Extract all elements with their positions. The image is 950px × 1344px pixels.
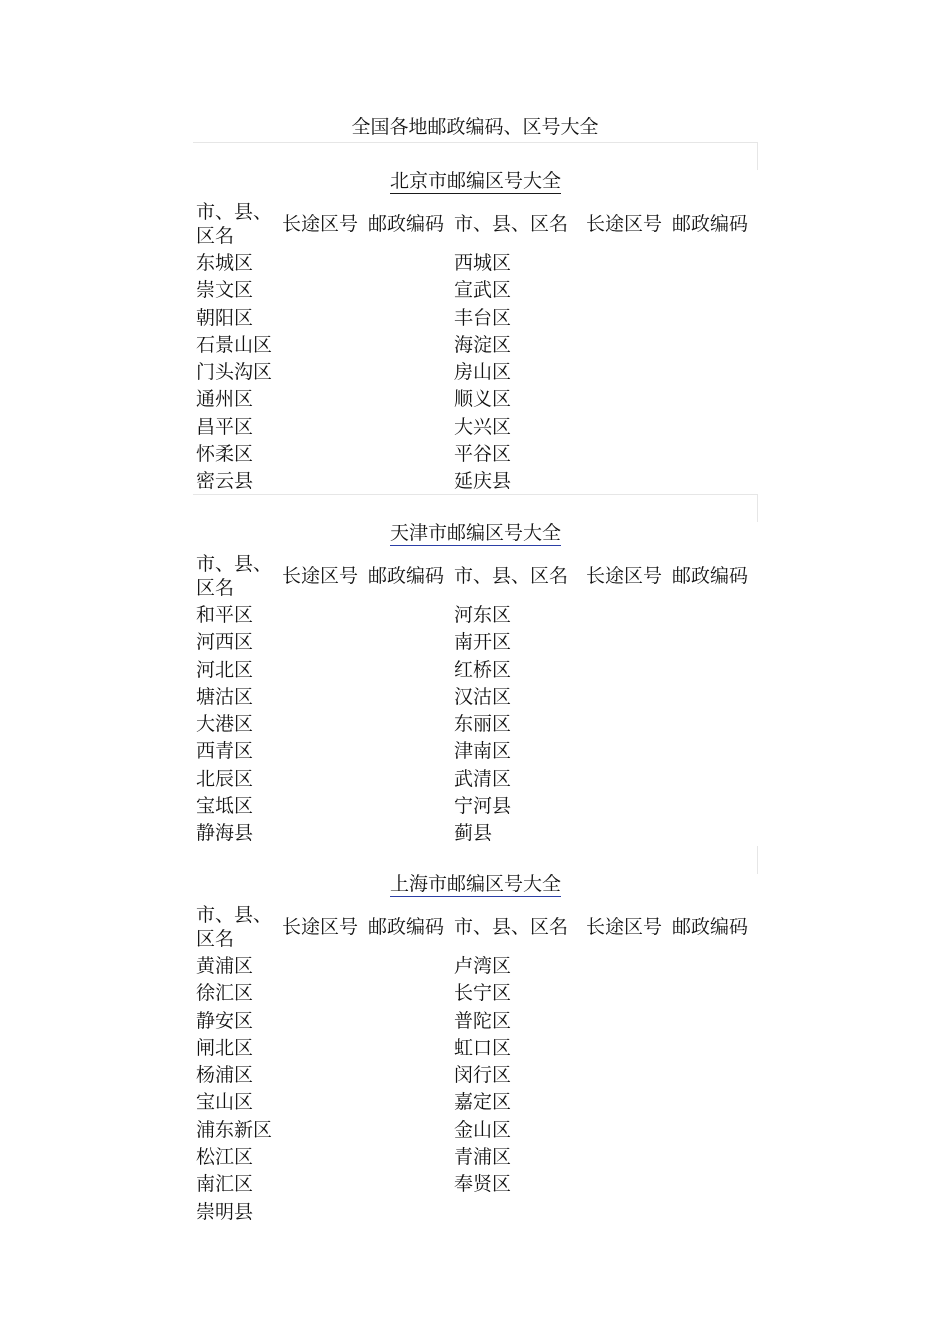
table-cell	[279, 684, 365, 711]
table-cell	[583, 657, 669, 684]
postcode-table	[193, 550, 758, 848]
table-cell	[583, 980, 669, 1007]
table-cell	[583, 684, 669, 711]
table-cell	[583, 250, 669, 277]
table-cell: 静安区	[196, 1009, 254, 1032]
table-cell	[669, 738, 758, 765]
table-cell	[669, 1008, 758, 1035]
table-row	[193, 793, 758, 820]
table-row	[193, 1062, 758, 1089]
table-cell	[365, 1062, 451, 1089]
table-cell	[365, 657, 451, 684]
table-cell	[365, 250, 451, 277]
table-cell	[669, 1035, 758, 1062]
table-cell: 海淀区	[454, 333, 512, 356]
table-cell	[365, 1171, 451, 1198]
column-header: 长途区号	[586, 916, 663, 938]
table-cell: 河东区	[454, 604, 512, 626]
table-cell	[583, 711, 669, 738]
table-cell	[583, 332, 669, 359]
table-cell: 普陀区	[454, 1009, 512, 1032]
table-cell	[279, 953, 365, 980]
table-cell	[583, 468, 669, 495]
table-cell: 顺义区	[454, 388, 512, 411]
table-cell: 虹口区	[454, 1036, 512, 1059]
table-cell	[279, 1199, 365, 1226]
table-cell	[669, 1062, 758, 1089]
table-cell: 北辰区	[196, 767, 254, 790]
table-cell	[583, 953, 669, 980]
table-cell	[583, 738, 669, 765]
table-header-row	[193, 901, 758, 953]
table-cell	[365, 468, 451, 495]
table-cell	[365, 277, 451, 304]
table-cell	[669, 1199, 758, 1226]
table-cell	[669, 305, 758, 332]
table-row	[193, 766, 758, 793]
table-cell: 大兴区	[454, 415, 512, 438]
table-row	[193, 602, 758, 629]
column-header: 市、县、区名	[196, 904, 273, 950]
table-cell	[279, 386, 365, 413]
postcode-table	[193, 198, 758, 496]
table-cell: 黄浦区	[196, 955, 254, 977]
table-cell	[365, 602, 451, 629]
column-header: 市、县、区名	[196, 553, 273, 599]
table-cell	[669, 657, 758, 684]
table-cell	[365, 738, 451, 765]
table-cell	[279, 629, 365, 656]
table-cell	[583, 820, 669, 847]
table-row	[193, 277, 758, 304]
table-cell: 松江区	[196, 1146, 254, 1169]
table-row	[193, 386, 758, 413]
column-header: 邮政编码	[672, 565, 749, 587]
table-cell	[279, 980, 365, 1007]
table-cell: 静海县	[196, 822, 254, 845]
column-header: 市、县、区名	[196, 201, 273, 247]
table-row	[193, 711, 758, 738]
table-row	[193, 250, 758, 277]
table-cell	[279, 1144, 365, 1171]
table-cell	[279, 820, 365, 847]
column-header: 邮政编码	[672, 213, 749, 235]
table-cell	[365, 305, 451, 332]
table-cell: 徐汇区	[196, 982, 254, 1005]
table-cell: 杨浦区	[196, 1064, 254, 1087]
table-cell: 丰台区	[454, 306, 512, 329]
table-cell	[583, 602, 669, 629]
table-cell: 平谷区	[454, 443, 512, 466]
table-cell	[279, 1062, 365, 1089]
table-row	[193, 441, 758, 468]
table-cell	[583, 1199, 669, 1226]
section-title-link[interactable]: 北京市邮编区号大全	[389, 170, 561, 192]
table-row	[193, 414, 758, 441]
table-cell	[365, 953, 451, 980]
section-divider-tick	[757, 494, 758, 522]
table-row	[193, 1144, 758, 1171]
table-row	[193, 1171, 758, 1198]
table-cell	[583, 414, 669, 441]
table-cell	[279, 250, 365, 277]
table-cell	[365, 766, 451, 793]
table-cell: 红桥区	[454, 658, 512, 681]
table-cell	[583, 629, 669, 656]
section-title	[193, 520, 758, 546]
table-cell	[669, 332, 758, 359]
column-header: 邮政编码	[368, 565, 445, 587]
table-cell	[279, 305, 365, 332]
table-cell: 长宁区	[454, 982, 512, 1005]
column-header: 长途区号	[282, 213, 359, 235]
table-cell	[669, 414, 758, 441]
table-cell	[669, 793, 758, 820]
table-cell: 浦东新区	[196, 1118, 273, 1141]
section-divider-tick	[757, 142, 758, 170]
table-row	[193, 1035, 758, 1062]
table-cell	[365, 684, 451, 711]
table-row	[193, 1117, 758, 1144]
table-cell: 金山区	[454, 1118, 512, 1141]
table-cell	[583, 359, 669, 386]
column-header: 邮政编码	[368, 213, 445, 235]
table-cell	[669, 1117, 758, 1144]
section-divider-tick	[757, 846, 758, 874]
table-cell	[365, 386, 451, 413]
table-cell: 密云县	[196, 470, 254, 493]
table-cell	[583, 1144, 669, 1171]
table-cell	[279, 1171, 365, 1198]
table-cell: 河北区	[196, 658, 254, 681]
table-cell	[583, 386, 669, 413]
section-tianjin	[193, 494, 758, 848]
table-cell	[365, 1035, 451, 1062]
column-header: 市、县、区名	[454, 916, 569, 938]
table-cell: 嘉定区	[454, 1091, 512, 1114]
table-cell	[669, 684, 758, 711]
table-cell: 闸北区	[196, 1036, 254, 1059]
table-cell: 西城区	[454, 252, 512, 274]
table-cell	[365, 820, 451, 847]
table-cell: 房山区	[454, 361, 512, 384]
table-cell	[279, 1035, 365, 1062]
table-cell	[451, 1199, 583, 1226]
table-cell	[365, 1199, 451, 1226]
table-cell	[583, 766, 669, 793]
table-cell: 蓟县	[454, 822, 493, 845]
table-cell	[583, 793, 669, 820]
section-title	[193, 168, 758, 194]
column-header: 长途区号	[586, 565, 663, 587]
table-cell	[669, 468, 758, 495]
table-cell: 宝山区	[196, 1091, 254, 1114]
table-cell: 西青区	[196, 740, 254, 763]
table-cell	[583, 1117, 669, 1144]
column-header: 长途区号	[282, 565, 359, 587]
table-cell: 青浦区	[454, 1146, 512, 1169]
table-cell	[279, 738, 365, 765]
table-cell: 奉贤区	[454, 1173, 512, 1196]
table-cell: 通州区	[196, 388, 254, 411]
table-cell	[279, 277, 365, 304]
table-header-row	[193, 198, 758, 250]
table-cell	[365, 332, 451, 359]
table-cell	[279, 1008, 365, 1035]
table-cell	[279, 1089, 365, 1116]
table-cell	[365, 1117, 451, 1144]
section-title-link[interactable]: 上海市邮编区号大全	[389, 873, 561, 895]
table-cell	[669, 629, 758, 656]
table-cell: 南开区	[454, 631, 512, 654]
table-cell: 怀柔区	[196, 443, 254, 466]
table-row	[193, 468, 758, 495]
table-cell: 闵行区	[454, 1064, 512, 1087]
table-row	[193, 980, 758, 1007]
table-cell: 卢湾区	[454, 955, 512, 977]
table-cell	[669, 980, 758, 1007]
table-cell: 宁河县	[454, 795, 512, 818]
column-header: 邮政编码	[368, 916, 445, 938]
table-row	[193, 684, 758, 711]
section-shanghai	[193, 846, 758, 1226]
table-row	[193, 332, 758, 359]
table-cell	[279, 468, 365, 495]
table-cell	[669, 1171, 758, 1198]
table-row	[193, 738, 758, 765]
table-cell	[583, 305, 669, 332]
table-cell	[669, 1144, 758, 1171]
table-cell	[279, 711, 365, 738]
table-cell	[279, 359, 365, 386]
table-cell: 和平区	[196, 604, 254, 626]
table-row	[193, 1008, 758, 1035]
table-cell	[669, 386, 758, 413]
table-row	[193, 359, 758, 386]
table-cell	[279, 793, 365, 820]
table-cell	[365, 980, 451, 1007]
table-cell	[365, 1089, 451, 1116]
table-cell: 武清区	[454, 767, 512, 790]
table-cell: 津南区	[454, 740, 512, 763]
table-cell: 崇文区	[196, 279, 254, 302]
table-row	[193, 629, 758, 656]
table-cell: 河西区	[196, 631, 254, 654]
table-cell	[279, 766, 365, 793]
table-cell: 南汇区	[196, 1173, 254, 1196]
table-cell: 朝阳区	[196, 306, 254, 329]
table-cell: 塘沽区	[196, 685, 254, 708]
table-cell	[365, 793, 451, 820]
table-cell	[583, 277, 669, 304]
table-cell	[669, 953, 758, 980]
column-header: 长途区号	[586, 213, 663, 235]
postcode-table	[193, 901, 758, 1226]
table-cell	[583, 1008, 669, 1035]
table-cell: 汉沽区	[454, 685, 512, 708]
section-beijing	[193, 142, 758, 496]
table-cell: 崇明县	[196, 1200, 254, 1223]
table-cell	[365, 1008, 451, 1035]
section-title-link[interactable]: 天津市邮编区号大全	[389, 522, 561, 544]
table-cell	[669, 359, 758, 386]
table-row	[193, 305, 758, 332]
section-divider	[193, 142, 758, 143]
table-cell	[583, 1171, 669, 1198]
table-cell: 大港区	[196, 713, 254, 736]
table-cell: 宣武区	[454, 279, 512, 302]
table-cell	[365, 414, 451, 441]
table-cell	[365, 1144, 451, 1171]
table-cell	[669, 711, 758, 738]
table-cell: 门头沟区	[196, 361, 273, 384]
table-cell	[365, 629, 451, 656]
table-cell	[669, 250, 758, 277]
table-row	[193, 820, 758, 847]
table-cell	[365, 441, 451, 468]
section-divider	[193, 494, 758, 495]
table-cell	[279, 332, 365, 359]
column-header: 长途区号	[282, 916, 359, 938]
table-cell	[279, 657, 365, 684]
table-cell: 东丽区	[454, 713, 512, 736]
table-cell	[365, 711, 451, 738]
table-header-row	[193, 550, 758, 602]
document-title: 全国各地邮政编码、区号大全	[351, 116, 599, 138]
table-cell	[669, 820, 758, 847]
column-header: 邮政编码	[672, 916, 749, 938]
table-cell	[583, 441, 669, 468]
column-header: 市、县、区名	[454, 565, 569, 587]
table-cell	[669, 1089, 758, 1116]
table-row	[193, 1089, 758, 1116]
table-cell	[279, 602, 365, 629]
table-row	[193, 953, 758, 980]
table-row	[193, 1199, 758, 1226]
table-cell	[669, 602, 758, 629]
table-cell: 延庆县	[454, 470, 512, 493]
table-cell	[279, 1117, 365, 1144]
table-cell: 昌平区	[196, 415, 254, 438]
table-cell	[279, 441, 365, 468]
section-title	[193, 871, 758, 897]
table-cell	[279, 414, 365, 441]
table-cell	[583, 1089, 669, 1116]
table-cell	[583, 1062, 669, 1089]
table-cell	[669, 277, 758, 304]
table-cell: 宝坻区	[196, 795, 254, 818]
column-header: 市、县、区名	[454, 213, 569, 235]
table-cell: 石景山区	[196, 333, 273, 356]
table-cell	[365, 359, 451, 386]
table-row	[193, 657, 758, 684]
table-cell: 东城区	[196, 252, 254, 274]
table-cell	[583, 1035, 669, 1062]
table-cell	[669, 441, 758, 468]
table-cell	[669, 766, 758, 793]
